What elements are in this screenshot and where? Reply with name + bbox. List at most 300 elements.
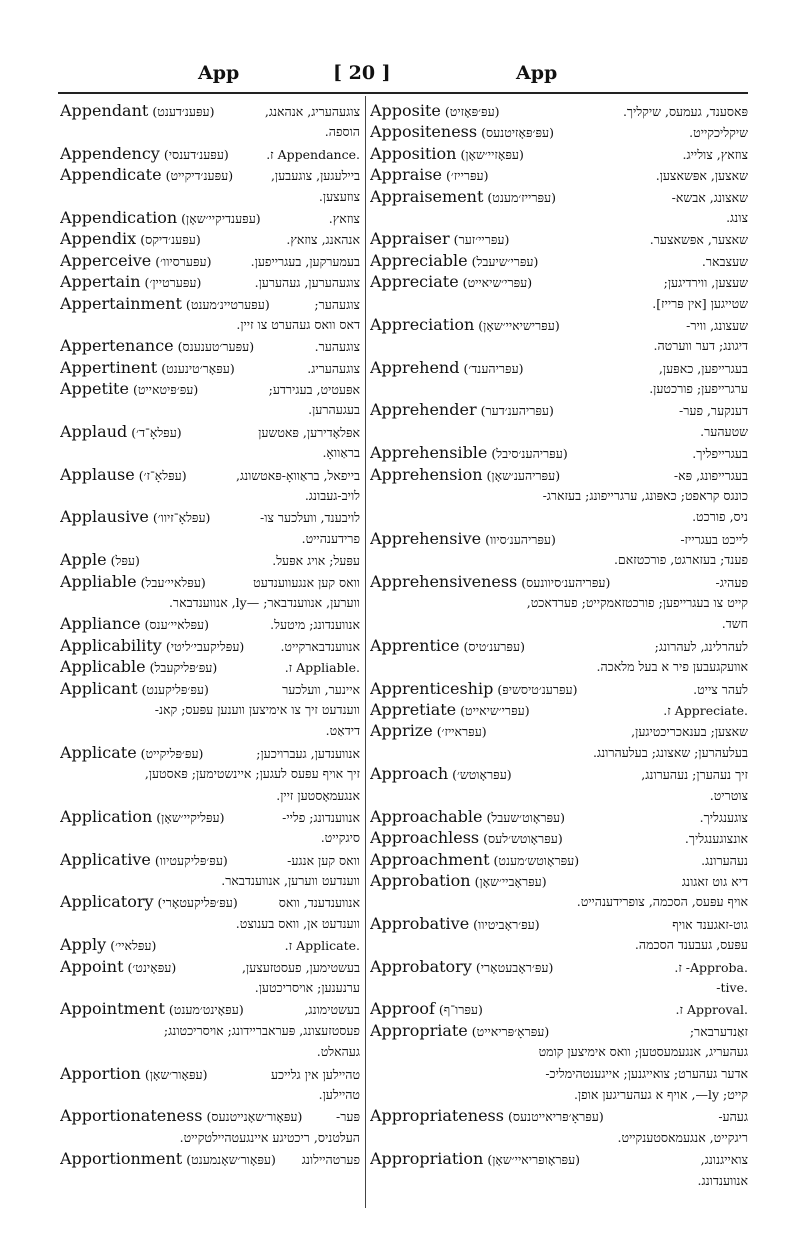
entry-definition: ערנענען; אויסריכטען. bbox=[254, 980, 360, 996]
running-head-left: App bbox=[198, 62, 240, 84]
entry-headword: Apprehender bbox=[370, 400, 477, 420]
dictionary-entry-line bbox=[60, 164, 360, 185]
definition-continuation-line bbox=[370, 592, 748, 613]
dictionary-entry-line bbox=[370, 763, 748, 784]
entry-headword: Apprehend bbox=[370, 357, 460, 377]
entry-definition: הוספה. bbox=[324, 124, 360, 140]
entry-definition: זאַנדערבאר; bbox=[689, 1023, 748, 1039]
definition-continuation-line bbox=[60, 121, 360, 142]
dictionary-entry-line bbox=[60, 250, 360, 271]
dictionary-entry-line bbox=[370, 357, 748, 378]
dictionary-entry-line bbox=[60, 100, 360, 121]
entry-definition: צוגעהעריג, אנהאנג, bbox=[264, 104, 360, 119]
entry-headword: Appositeness bbox=[370, 122, 478, 142]
entry-definition: לויבענד, וועלכער צו- bbox=[259, 510, 360, 526]
entry-definition: .Approba- ז. bbox=[674, 959, 748, 975]
entry-definition: זיך נעהערן; נעהערונג, bbox=[641, 767, 748, 783]
definition-continuation-line bbox=[60, 720, 360, 741]
dictionary-entry-line bbox=[370, 164, 748, 185]
dictionary-entry-line bbox=[60, 613, 360, 634]
definition-continuation-line bbox=[60, 870, 360, 891]
dictionary-entry-line bbox=[370, 635, 748, 656]
entry-headword: Applaud bbox=[60, 421, 128, 441]
entry-definition: ווענדעט ווערען, אנווענדבאר. bbox=[221, 873, 360, 889]
entry-pronunciation: (עפּלאיי׳) bbox=[110, 938, 157, 954]
entry-headword: Approbative bbox=[370, 913, 470, 933]
entry-definition: ביילעגען, צוגעבען, bbox=[270, 168, 360, 184]
dictionary-entry-line bbox=[60, 378, 360, 399]
entry-pronunciation: (עפּענ׳דיקייט) bbox=[165, 168, 234, 184]
entry-headword: Apprize bbox=[370, 721, 433, 741]
entry-definition: אוועקגעבען פיר א בעל מלאכה. bbox=[596, 659, 748, 675]
entry-pronunciation: (עפּריהענ׳סיוונעס) bbox=[521, 574, 611, 590]
entry-headword: Applicability bbox=[60, 635, 162, 655]
definition-continuation-line bbox=[60, 186, 360, 207]
dictionary-column-right bbox=[370, 100, 748, 1208]
dictionary-entry-line bbox=[370, 121, 748, 142]
entry-pronunciation: (עפּריהענד׳) bbox=[463, 360, 524, 376]
entry-definition: פעסטזעצונג, פּעראבריידונג; אויסריכטונג; bbox=[163, 1022, 360, 1038]
definition-continuation-line bbox=[60, 485, 360, 506]
entry-pronunciation: (עפּרישיאיי׳שאָן) bbox=[478, 317, 560, 333]
entry-definition: שטעהער. bbox=[700, 423, 748, 439]
definition-continuation-line bbox=[60, 442, 360, 463]
dictionary-entry-line bbox=[370, 464, 748, 485]
entry-definition: סיגקייט. bbox=[320, 830, 360, 846]
entry-pronunciation: (עפּענדיקיי׳שאָן) bbox=[181, 210, 261, 226]
entry-definition: שעצונג, וויר- bbox=[686, 317, 748, 333]
dictionary-entry-line bbox=[370, 827, 748, 848]
entry-pronunciation: (עפּריהענ׳דער) bbox=[480, 403, 554, 419]
entry-definition: קייט; ly—, אויף א געהעריגען אופן. bbox=[573, 1086, 748, 1102]
entry-pronunciation: (עפּלאָ־ז׳) bbox=[138, 467, 187, 483]
running-head-right: App bbox=[516, 62, 558, 84]
entry-headword: Appendix bbox=[60, 229, 137, 249]
entry-headword: Appropriate bbox=[370, 1020, 468, 1040]
definition-continuation-line bbox=[370, 891, 748, 912]
entry-definition: געהע- bbox=[718, 1109, 748, 1125]
entry-pronunciation: (עפּראָופּריאיי׳שאָן) bbox=[487, 1152, 581, 1168]
definition-continuation-line bbox=[370, 656, 748, 677]
entry-definition: אנווענדונג. bbox=[697, 1172, 748, 1188]
definition-continuation-line bbox=[370, 742, 748, 763]
entry-definition: עפּעל; אויג אפּעל. bbox=[272, 553, 360, 569]
definition-continuation-line bbox=[370, 421, 748, 442]
entry-definition: שאצען, אפּשאצען. bbox=[655, 168, 748, 184]
entry-definition: צוגעהעריג. bbox=[307, 360, 360, 376]
entry-pronunciation: (עפּליקעבי׳ליטי) bbox=[165, 638, 245, 654]
definition-continuation-line bbox=[370, 549, 748, 570]
entry-definition: צונג. bbox=[726, 209, 748, 225]
entry-definition: אפּעטיט, בעגירדע; bbox=[268, 382, 360, 398]
entry-pronunciation: (עפּערסיוו׳) bbox=[155, 253, 212, 269]
entry-pronunciation: (עפּרענ׳טיס) bbox=[463, 638, 525, 654]
entry-pronunciation: (עפּלאָ־זיוו׳) bbox=[152, 510, 211, 526]
entry-definition: צוזאץ. bbox=[328, 210, 360, 226]
entry-headword: Appreciation bbox=[370, 314, 475, 334]
entry-definition: ווענדעט אן, וואס בענוצט. bbox=[235, 915, 360, 931]
entry-definition: צוגעהער; bbox=[314, 296, 360, 312]
entry-headword: Apportionment bbox=[60, 1149, 183, 1169]
entry-pronunciation: (עפּאָור׳שאָנמענט) bbox=[186, 1152, 276, 1168]
dictionary-entry-line bbox=[60, 998, 360, 1019]
entry-definition: ווערען, אנווענדבאר; —ly, אנווענדבאר. bbox=[168, 594, 360, 610]
entry-definition: שאצער, אפּשאצער. bbox=[649, 232, 748, 248]
entry-pronunciation: (עפּראָ׳פּריאייטנעס) bbox=[507, 1109, 604, 1125]
entry-definition: דיגונג; דער ווערטה. bbox=[653, 338, 748, 354]
entry-definition: .tive- bbox=[716, 980, 748, 996]
dictionary-entry-line bbox=[370, 870, 748, 891]
entry-pronunciation: (עפּלאָ־ד׳) bbox=[131, 424, 182, 440]
entry-definition: .Approval ז. bbox=[675, 1002, 748, 1018]
entry-definition: אפּלאָדירען, פּאטשען bbox=[258, 424, 360, 440]
definition-continuation-line bbox=[370, 1063, 748, 1084]
dictionary-entry-line bbox=[60, 678, 360, 699]
entry-headword: Applausive bbox=[60, 507, 149, 527]
entry-definition: כונגס קראפט; כאפּונג, ערגרייפונג; בעזארג- bbox=[542, 488, 748, 504]
definition-continuation-line bbox=[370, 977, 748, 998]
entry-definition: ווענדעט זיך צו אימיצען ווענען עפּעס; קאנ- bbox=[154, 701, 360, 717]
definition-continuation-line bbox=[60, 314, 360, 335]
entry-pronunciation: (עפּלאיי׳עבל) bbox=[140, 574, 206, 590]
entry-headword: Appetite bbox=[60, 379, 129, 399]
entry-pronunciation: (עפּראָוט׳שעבל) bbox=[486, 809, 565, 825]
entry-definition: דענקער, פער- bbox=[679, 403, 748, 419]
entry-headword: Apportionateness bbox=[60, 1106, 203, 1126]
entry-headword: Apply bbox=[60, 935, 107, 955]
entry-definition: בעשטימונג, bbox=[304, 1002, 360, 1018]
entry-definition: איינער, וועלכער bbox=[282, 681, 360, 697]
entry-headword: Apprehensive bbox=[370, 528, 482, 548]
entry-pronunciation: (עפּרי׳שיאייט) bbox=[462, 275, 533, 291]
entry-definition: .Applicate ז. bbox=[284, 938, 360, 954]
entry-definition: אנווענדען, געברויכען; bbox=[256, 745, 360, 761]
definition-continuation-line bbox=[370, 378, 748, 399]
entry-headword: Apprenticeship bbox=[370, 678, 494, 698]
dictionary-entry-line bbox=[370, 913, 748, 934]
dictionary-entry-line bbox=[60, 357, 360, 378]
dictionary-entry-line bbox=[370, 956, 748, 977]
entry-definition: ניס, פורכט. bbox=[692, 509, 748, 525]
entry-headword: Applicable bbox=[60, 657, 146, 677]
dictionary-entry-line bbox=[370, 271, 748, 292]
entry-pronunciation: (עפּאָור׳שאָן) bbox=[144, 1066, 208, 1082]
dictionary-column-left bbox=[60, 100, 360, 1208]
entry-pronunciation: (עפּ׳פּליקעבל) bbox=[149, 660, 218, 676]
dictionary-entry-line bbox=[370, 678, 748, 699]
entry-pronunciation: (עפּרייז׳מענט) bbox=[487, 189, 556, 205]
entry-pronunciation: (עפּאָזיי׳שאָן) bbox=[460, 146, 524, 162]
entry-pronunciation: (עפּרי׳שיאייט) bbox=[460, 702, 530, 718]
entry-headword: Appliance bbox=[60, 614, 141, 634]
entry-definition: פערטהיילונג bbox=[301, 1152, 360, 1168]
entry-definition: אנהאנג, צוזאץ. bbox=[286, 232, 360, 248]
entry-definition: לייכט בעגרייז- bbox=[680, 531, 748, 547]
entry-pronunciation: (עפּ׳פּליקענט) bbox=[141, 681, 209, 697]
entry-headword: Appretiate bbox=[370, 699, 457, 719]
entry-pronunciation: (עפּאָר׳טינענט) bbox=[161, 360, 235, 376]
entry-pronunciation: (עפּ׳פּליקייט) bbox=[140, 745, 204, 761]
dictionary-entry-line bbox=[370, 314, 748, 335]
page-header bbox=[58, 62, 748, 88]
entry-headword: Approachless bbox=[370, 828, 480, 848]
entry-pronunciation: (עפּראָוטש׳מענט) bbox=[493, 852, 580, 868]
entry-definition: געהעריג, אנגעמעסטען; וואס אימיצען קומט bbox=[538, 1044, 748, 1060]
entry-definition: בעגרייפען, כאפּען, bbox=[658, 360, 748, 376]
definition-continuation-line bbox=[60, 785, 360, 806]
entry-pronunciation: (עפּ׳פּיטאייט) bbox=[132, 382, 199, 398]
entry-headword: Applicative bbox=[60, 849, 151, 869]
entry-definition: ערגרייפען; פורכטען. bbox=[649, 381, 748, 397]
entry-definition: שאצען; בענאכריכטיגען, bbox=[631, 724, 748, 740]
entry-pronunciation: (עפּענ׳דענט) bbox=[152, 104, 215, 119]
definition-continuation-line bbox=[60, 827, 360, 848]
entry-definition: בעמערקען, בעגרייפען. bbox=[250, 253, 360, 269]
entry-headword: Appendication bbox=[60, 207, 178, 227]
entry-headword: Approachable bbox=[370, 806, 483, 826]
dictionary-entry-line bbox=[370, 806, 748, 827]
entry-definition: פרידענהייט. bbox=[301, 530, 360, 546]
dictionary-entry-line bbox=[370, 1020, 748, 1041]
definition-continuation-line bbox=[370, 785, 748, 806]
entry-headword: Apprehensible bbox=[370, 443, 488, 463]
definition-continuation-line bbox=[370, 1170, 748, 1191]
entry-definition: בראַוואָ. bbox=[322, 445, 360, 461]
entry-headword: Apprehension bbox=[370, 464, 483, 484]
entry-definition: בעלעהרען; שאצונג; בעלעהרונג. bbox=[593, 744, 748, 760]
entry-pronunciation: (עפּריי׳זער) bbox=[453, 232, 510, 248]
entry-pronunciation: (עפּ׳ראָבעטאָרי) bbox=[475, 959, 554, 975]
entry-headword: Appoint bbox=[60, 956, 124, 976]
entry-headword: Approach bbox=[370, 764, 449, 784]
entry-definition: לעהר צייט. bbox=[693, 681, 748, 697]
entry-definition: פּאסענד, געמעס, שיקליך. bbox=[622, 104, 748, 119]
entry-pronunciation: (עפּראָוטש׳לעס) bbox=[483, 831, 563, 847]
entry-pronunciation: (עפּראָ׳פּריאייט) bbox=[471, 1023, 550, 1039]
entry-headword: Approbation bbox=[370, 871, 471, 891]
dictionary-entry-line bbox=[60, 228, 360, 249]
definition-continuation-line bbox=[370, 1127, 748, 1148]
dictionary-entry-line bbox=[60, 293, 360, 314]
entry-headword: Applause bbox=[60, 464, 135, 484]
entry-definition: עפּעס, געבענד הסכמה. bbox=[634, 937, 748, 953]
entry-pronunciation: (עפּערטיין׳) bbox=[144, 275, 202, 291]
entry-definition: לויב-געבונג. bbox=[304, 488, 360, 504]
entry-definition: צוגענגליך. bbox=[699, 809, 748, 825]
definition-continuation-line bbox=[60, 699, 360, 720]
dictionary-entry-line bbox=[60, 742, 360, 763]
entry-headword: Apperceive bbox=[60, 250, 152, 270]
entry-definition: פענד; בעזארגט, פורכטזאם. bbox=[613, 552, 748, 568]
entry-pronunciation: (עפּראייז׳) bbox=[436, 724, 487, 740]
entry-headword: Appertenance bbox=[60, 336, 174, 356]
definition-continuation-line bbox=[370, 934, 748, 955]
dictionary-entry-line bbox=[60, 656, 360, 677]
entry-definition: שעצבאר. bbox=[701, 253, 748, 269]
dictionary-entry-line bbox=[370, 1105, 748, 1126]
dictionary-entry-line bbox=[60, 934, 360, 955]
entry-definition: אנווענדבארקייט. bbox=[280, 638, 360, 654]
dictionary-entry-line bbox=[370, 186, 748, 207]
entry-definition: בעשטימען, פעסטזעצען, bbox=[241, 959, 360, 975]
entry-headword: Apposition bbox=[370, 143, 457, 163]
entry-pronunciation: (עפּאָינט׳מענט) bbox=[168, 1002, 244, 1018]
entry-pronunciation: (עפּ׳ראָביטיוו) bbox=[473, 916, 540, 932]
dictionary-entry-line bbox=[60, 806, 360, 827]
entry-definition: וואס קען אנגע- bbox=[287, 852, 360, 868]
entry-headword: Appreciable bbox=[370, 250, 468, 270]
entry-definition: אנגעמאָסטען זיין. bbox=[276, 787, 360, 803]
entry-pronunciation: (עפּרי׳שיעבל) bbox=[471, 253, 539, 269]
entry-pronunciation: (עפּער׳טענענס) bbox=[177, 339, 255, 355]
entry-headword: Appliable bbox=[60, 571, 137, 591]
dictionary-entry-line bbox=[60, 143, 360, 164]
dictionary-entry-line bbox=[60, 891, 360, 912]
definition-continuation-line bbox=[60, 1084, 360, 1105]
entry-definition: וואס קען אנגעווענדעט bbox=[253, 574, 360, 590]
entry-definition: צואייגנונג, bbox=[700, 1152, 748, 1168]
definition-continuation-line bbox=[60, 1127, 360, 1148]
entry-pronunciation: (עפּלאיי׳ענס) bbox=[144, 617, 209, 633]
dictionary-entry-line bbox=[60, 956, 360, 977]
entry-headword: Appertinent bbox=[60, 357, 158, 377]
dictionary-entry-line bbox=[60, 506, 360, 527]
dictionary-entry-line bbox=[370, 100, 748, 121]
entry-definition: צוזאץ, צולייג. bbox=[682, 146, 748, 162]
definition-continuation-line bbox=[370, 293, 748, 314]
entry-headword: Appertainment bbox=[60, 293, 182, 313]
dictionary-entry-line bbox=[60, 271, 360, 292]
entry-headword: Appropriation bbox=[370, 1149, 484, 1169]
definition-continuation-line bbox=[60, 913, 360, 934]
definition-continuation-line bbox=[60, 1041, 360, 1062]
dictionary-entry-line bbox=[60, 635, 360, 656]
entry-headword: Appraisement bbox=[370, 186, 484, 206]
entry-pronunciation: (עפּריהענ׳סיוו) bbox=[485, 531, 556, 547]
definition-continuation-line bbox=[60, 528, 360, 549]
entry-definition: שעצען, ווירדיגען; bbox=[663, 275, 748, 291]
definition-continuation-line bbox=[370, 1041, 748, 1062]
entry-definition: צוטריט. bbox=[709, 787, 748, 803]
entry-definition: חשד. bbox=[721, 616, 748, 632]
entry-definition: צוזעצען. bbox=[318, 188, 360, 204]
entry-pronunciation: (עפּאָור׳שאָנייטנעס) bbox=[206, 1109, 303, 1125]
entry-headword: Appointment bbox=[60, 999, 165, 1019]
header-rule bbox=[58, 92, 748, 94]
definition-continuation-line bbox=[370, 485, 748, 506]
entry-headword: Approof bbox=[370, 999, 435, 1019]
entry-definition: אנווענדונג; מיטעל. bbox=[270, 617, 360, 633]
column-divider bbox=[365, 96, 366, 1208]
entry-definition: פעהיג- bbox=[715, 574, 748, 590]
entry-definition: בעגרייפונג, פּא- bbox=[673, 467, 748, 483]
dictionary-entry-line bbox=[60, 1063, 360, 1084]
entry-pronunciation: (עפּרו־ף) bbox=[438, 1002, 483, 1018]
entry-headword: Applicant bbox=[60, 678, 138, 698]
entry-pronunciation: (עפּענ׳דענסי) bbox=[163, 146, 229, 162]
entry-definition: אונצוגענגליך. bbox=[684, 831, 748, 847]
definition-continuation-line bbox=[370, 1084, 748, 1105]
entry-definition: דידאַט. bbox=[325, 723, 360, 739]
entry-definition: .Appreciate ז. bbox=[663, 702, 748, 718]
dictionary-entry-line bbox=[370, 442, 748, 463]
entry-headword: Appendant bbox=[60, 101, 149, 120]
entry-definition: בייפאל, בראַוואָ-פּאטשונג, bbox=[235, 467, 360, 483]
dictionary-entry-line bbox=[370, 720, 748, 741]
entry-headword: Appertain bbox=[60, 272, 141, 292]
entry-pronunciation: (עפּל) bbox=[110, 553, 140, 569]
entry-definition: העלטניס, ריכטיגע איינגעטהיילטקייט. bbox=[179, 1129, 360, 1145]
entry-definition: אדער געהערט; צואייגנען; אייגענטהימליכ- bbox=[545, 1065, 748, 1081]
entry-headword: Apprehensiveness bbox=[370, 571, 518, 591]
entry-headword: Appropriateness bbox=[370, 1106, 504, 1126]
entry-headword: Appraiser bbox=[370, 229, 450, 249]
entry-definition: שטייגען [אין פּרייז]. bbox=[652, 295, 748, 311]
entry-definition: שאצונג, אבשא- bbox=[671, 189, 748, 205]
entry-pronunciation: (עפּ׳פּליקעטאָרי) bbox=[157, 895, 238, 911]
dictionary-entry-line bbox=[60, 549, 360, 570]
entry-headword: Apposite bbox=[370, 101, 441, 120]
entry-pronunciation: (עפּאָינט׳) bbox=[127, 959, 177, 975]
entry-definition: לעהרלינג, לעהרונג; bbox=[654, 638, 748, 654]
entry-definition: בעגעהרען. bbox=[308, 402, 360, 418]
entry-definition: צוגעהערען, געהערען. bbox=[254, 275, 360, 291]
entry-pronunciation: (עפּ׳פּליקעטיוו) bbox=[154, 852, 228, 868]
entry-definition: זיך אויף עפּעס לעגען; איינשטימען; פּאסטען, bbox=[144, 766, 360, 782]
definition-continuation-line bbox=[60, 399, 360, 420]
page-number: [ 20 ] bbox=[333, 62, 391, 84]
dictionary-entry-line bbox=[370, 849, 748, 870]
entry-definition: נעהערונג. bbox=[701, 852, 748, 868]
entry-headword: Applicate bbox=[60, 742, 137, 762]
entry-headword: Apple bbox=[60, 550, 107, 570]
definition-continuation-line bbox=[370, 207, 748, 228]
dictionary-entry-line bbox=[370, 143, 748, 164]
dictionary-entry-line bbox=[60, 571, 360, 592]
entry-pronunciation: (עפּרייז׳) bbox=[446, 168, 489, 184]
entry-headword: Appraise bbox=[370, 165, 443, 185]
definition-continuation-line bbox=[60, 977, 360, 998]
entry-definition: אויף עפּעס, הסכמה, צופרידענהייט. bbox=[576, 894, 748, 910]
entry-headword: Approbatory bbox=[370, 956, 472, 976]
entry-definition: טהיילען אין גלייכע bbox=[270, 1066, 360, 1082]
entry-headword: Appendicate bbox=[60, 165, 162, 185]
entry-headword: Application bbox=[60, 806, 153, 826]
entry-pronunciation: (עפּערטיינ׳מענט) bbox=[185, 296, 270, 312]
dictionary-entry-line bbox=[60, 335, 360, 356]
definition-continuation-line bbox=[370, 335, 748, 356]
entry-headword: Applicatory bbox=[60, 892, 154, 912]
entry-pronunciation: (עפּריהענ׳סיבל) bbox=[491, 446, 568, 462]
dictionary-entry-line bbox=[60, 421, 360, 442]
dictionary-entry-line bbox=[370, 998, 748, 1019]
dictionary-entry-line bbox=[370, 528, 748, 549]
dictionary-entry-line bbox=[60, 464, 360, 485]
entry-pronunciation: (עפּריהענ׳שאָן) bbox=[486, 467, 561, 483]
dictionary-entry-line bbox=[370, 228, 748, 249]
entry-headword: Appreciate bbox=[370, 272, 459, 292]
entry-definition: ריגקייט, אנגעמאסטענקייט. bbox=[617, 1129, 748, 1145]
entry-headword: Approachment bbox=[370, 849, 490, 869]
entry-pronunciation: (עפּראָוטש׳) bbox=[452, 767, 512, 783]
definition-continuation-line bbox=[60, 763, 360, 784]
entry-headword: Apportion bbox=[60, 1063, 141, 1083]
dictionary-entry-line bbox=[60, 207, 360, 228]
entry-pronunciation: (עפּ׳פּאָזיט) bbox=[444, 104, 500, 119]
dictionary-entry-line bbox=[370, 571, 748, 592]
entry-pronunciation: (עפּראָביי׳שאָן) bbox=[474, 874, 547, 890]
entry-pronunciation: (עפּרענ׳טיסשיפּ) bbox=[497, 681, 578, 697]
